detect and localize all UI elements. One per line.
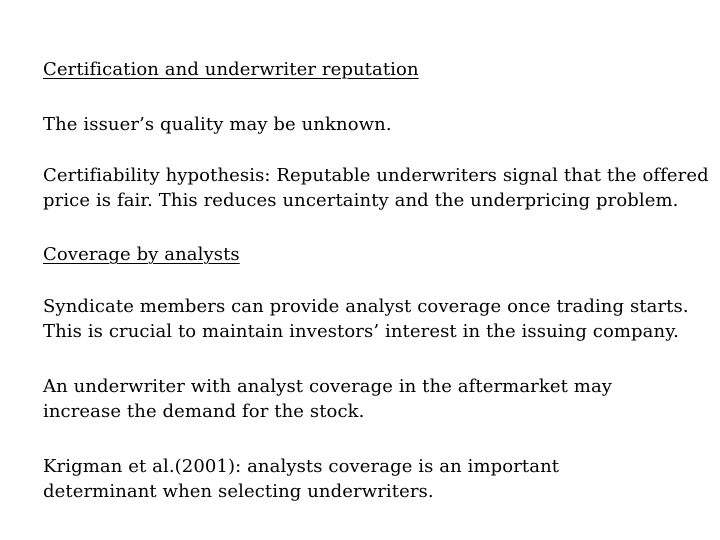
heading-certification: Certification and underwriter reputation [43, 59, 419, 80]
text-line: Certifiability hypothesis: Reputable underwriters signal that the offered [43, 165, 709, 186]
text-line: Krigman et al.(2001): analysts coverage is an important [43, 456, 560, 477]
heading-coverage: Coverage by analysts [43, 244, 240, 265]
paragraph-certifiability [43, 163, 709, 213]
text-line: price is fair. This reduces uncertainty and the underpricing problem. [43, 190, 679, 211]
text-line: Syndicate members can provide analyst coverage once trading starts. [43, 296, 689, 317]
paragraph-syndicate [43, 294, 689, 344]
text-line: This is crucial to maintain investors’ interest in the issuing company. [43, 321, 679, 342]
text-line: The issuer’s quality may be unknown. [43, 114, 392, 135]
paragraph-issuer-quality [43, 112, 392, 137]
text-line: determinant when selecting underwriters. [43, 481, 434, 502]
section-certification [43, 57, 419, 82]
text-line: increase the demand for the stock. [43, 401, 365, 422]
text-line: An underwriter with analyst coverage in the aftermarket may [43, 376, 613, 397]
paragraph-aftermarket [43, 374, 612, 424]
section-coverage [43, 242, 240, 267]
paragraph-krigman [43, 454, 559, 504]
